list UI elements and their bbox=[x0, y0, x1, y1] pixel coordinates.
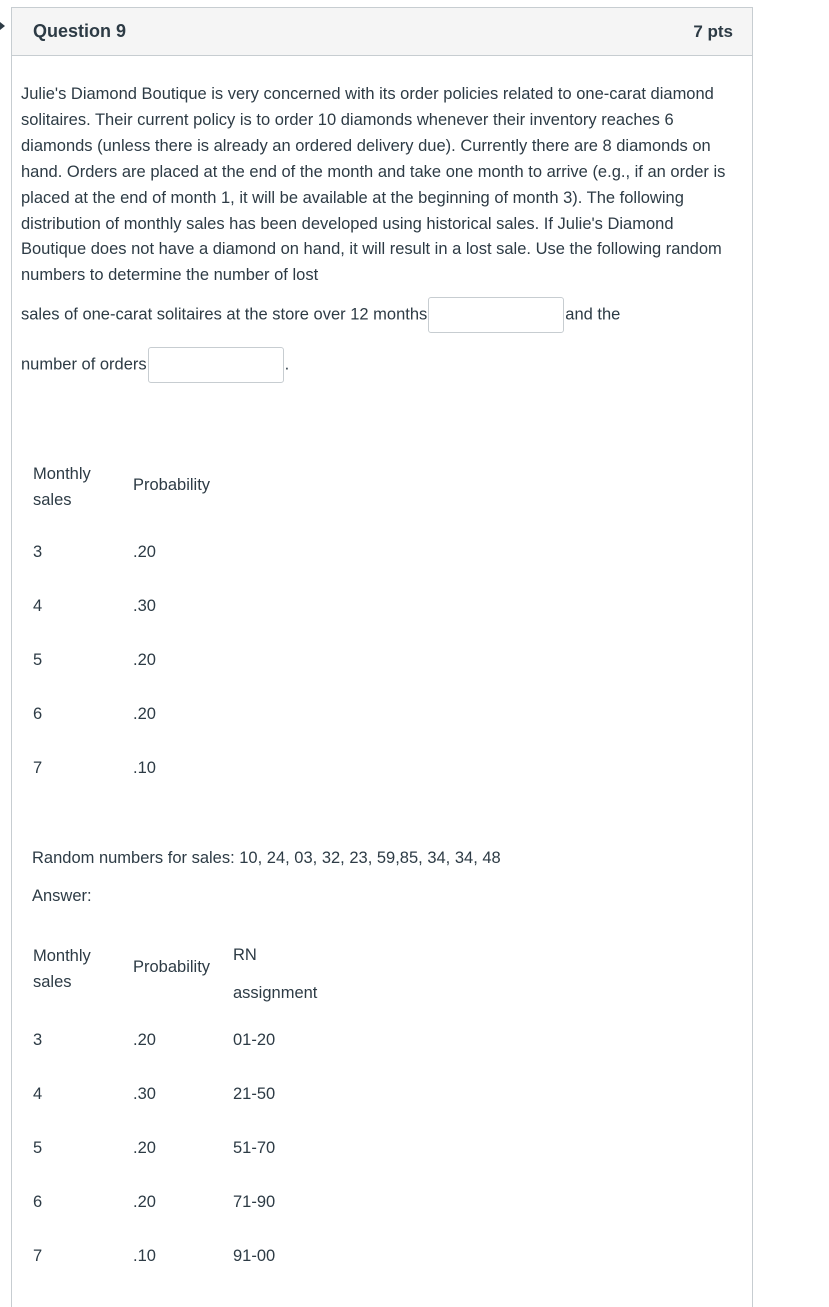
table1-row-sales: 7 bbox=[33, 759, 43, 777]
lost-sales-line bbox=[21, 297, 620, 333]
question-points: 7 pts bbox=[693, 22, 733, 41]
table2-row-sales: 5 bbox=[33, 1139, 43, 1157]
blank2-before-text: number of orders bbox=[21, 355, 147, 374]
blank1-before-text: sales of one-carat solitaires at the store over 12 months bbox=[21, 305, 428, 324]
table1-row-probability: .20 bbox=[133, 651, 156, 669]
table2-header-monthly-sales: Monthly sales bbox=[33, 947, 91, 991]
orders-input[interactable] bbox=[148, 347, 284, 383]
table2-row-probability: .20 bbox=[133, 1031, 156, 1049]
table2-row-sales: 6 bbox=[33, 1193, 43, 1211]
table1-row-probability: .10 bbox=[133, 759, 156, 777]
table2-row-probability: .20 bbox=[133, 1193, 156, 1211]
question-prompt bbox=[21, 82, 726, 289]
table1-row-sales: 6 bbox=[33, 705, 43, 723]
question-title: Question 9 bbox=[33, 21, 127, 41]
question-header bbox=[12, 8, 752, 56]
table2-row-rn-range: 21-50 bbox=[233, 1085, 276, 1103]
lost-sales-input[interactable] bbox=[428, 297, 564, 333]
table2-header-probability: Probability bbox=[133, 958, 211, 976]
table2-row-rn-range: 91-00 bbox=[233, 1247, 276, 1265]
prompt-text: Julie's Diamond Boutique is very concerned with its order policies related to one-carat diamond solitaires. Their current policy is to order 10 diamonds whenever their inventory reaches 6 diamonds (unless there is already an ordered delivery due). Currently there are 8 diamonds on hand. Orders are placed at the end of the month and take one month to arrive (e.g., if an order is placed at the end of month 1, it will be available at the beginning of month 3). The following distribution of monthly sales has been developed using historical sales. If Julie's Diamond Boutique does not have a diamond on hand, it will result in a lost sale. Use the following random numbers to determine the number of lost bbox=[21, 85, 726, 285]
table2-row-probability: .10 bbox=[133, 1247, 156, 1265]
table1-row-probability: .20 bbox=[133, 543, 156, 561]
table2-row-rn-range: 71-90 bbox=[233, 1193, 276, 1211]
question-nav-arrow-icon bbox=[0, 22, 5, 30]
table1-row-sales: 5 bbox=[33, 651, 43, 669]
table2-row-sales: 4 bbox=[33, 1085, 43, 1103]
table2-header-rn-assignment: RN assignment bbox=[233, 946, 318, 1002]
random-numbers-text: Random numbers for sales: 10, 24, 03, 32, 23, 59,85, 34, 34, 48 bbox=[32, 849, 501, 867]
table1-row-sales: 4 bbox=[33, 597, 43, 615]
answer-label: Answer: bbox=[32, 887, 92, 905]
table2-row-sales: 3 bbox=[33, 1031, 43, 1049]
table1-row-sales: 3 bbox=[33, 543, 43, 561]
table1-header-probability: Probability bbox=[133, 476, 211, 494]
orders-line bbox=[21, 347, 289, 383]
table2-row-sales: 7 bbox=[33, 1247, 43, 1265]
table1-row-probability: .30 bbox=[133, 597, 156, 615]
table2-row-probability: .30 bbox=[133, 1085, 156, 1103]
table1-row-probability: .20 bbox=[133, 705, 156, 723]
table2-row-rn-range: 01-20 bbox=[233, 1031, 276, 1049]
blank1-after-text: and the bbox=[565, 305, 621, 324]
table2-row-probability: .20 bbox=[133, 1139, 156, 1157]
blank2-after-text: . bbox=[284, 355, 290, 374]
table2-row-rn-range: 51-70 bbox=[233, 1139, 276, 1157]
table1-header-monthly-sales: Monthly sales bbox=[33, 465, 91, 509]
